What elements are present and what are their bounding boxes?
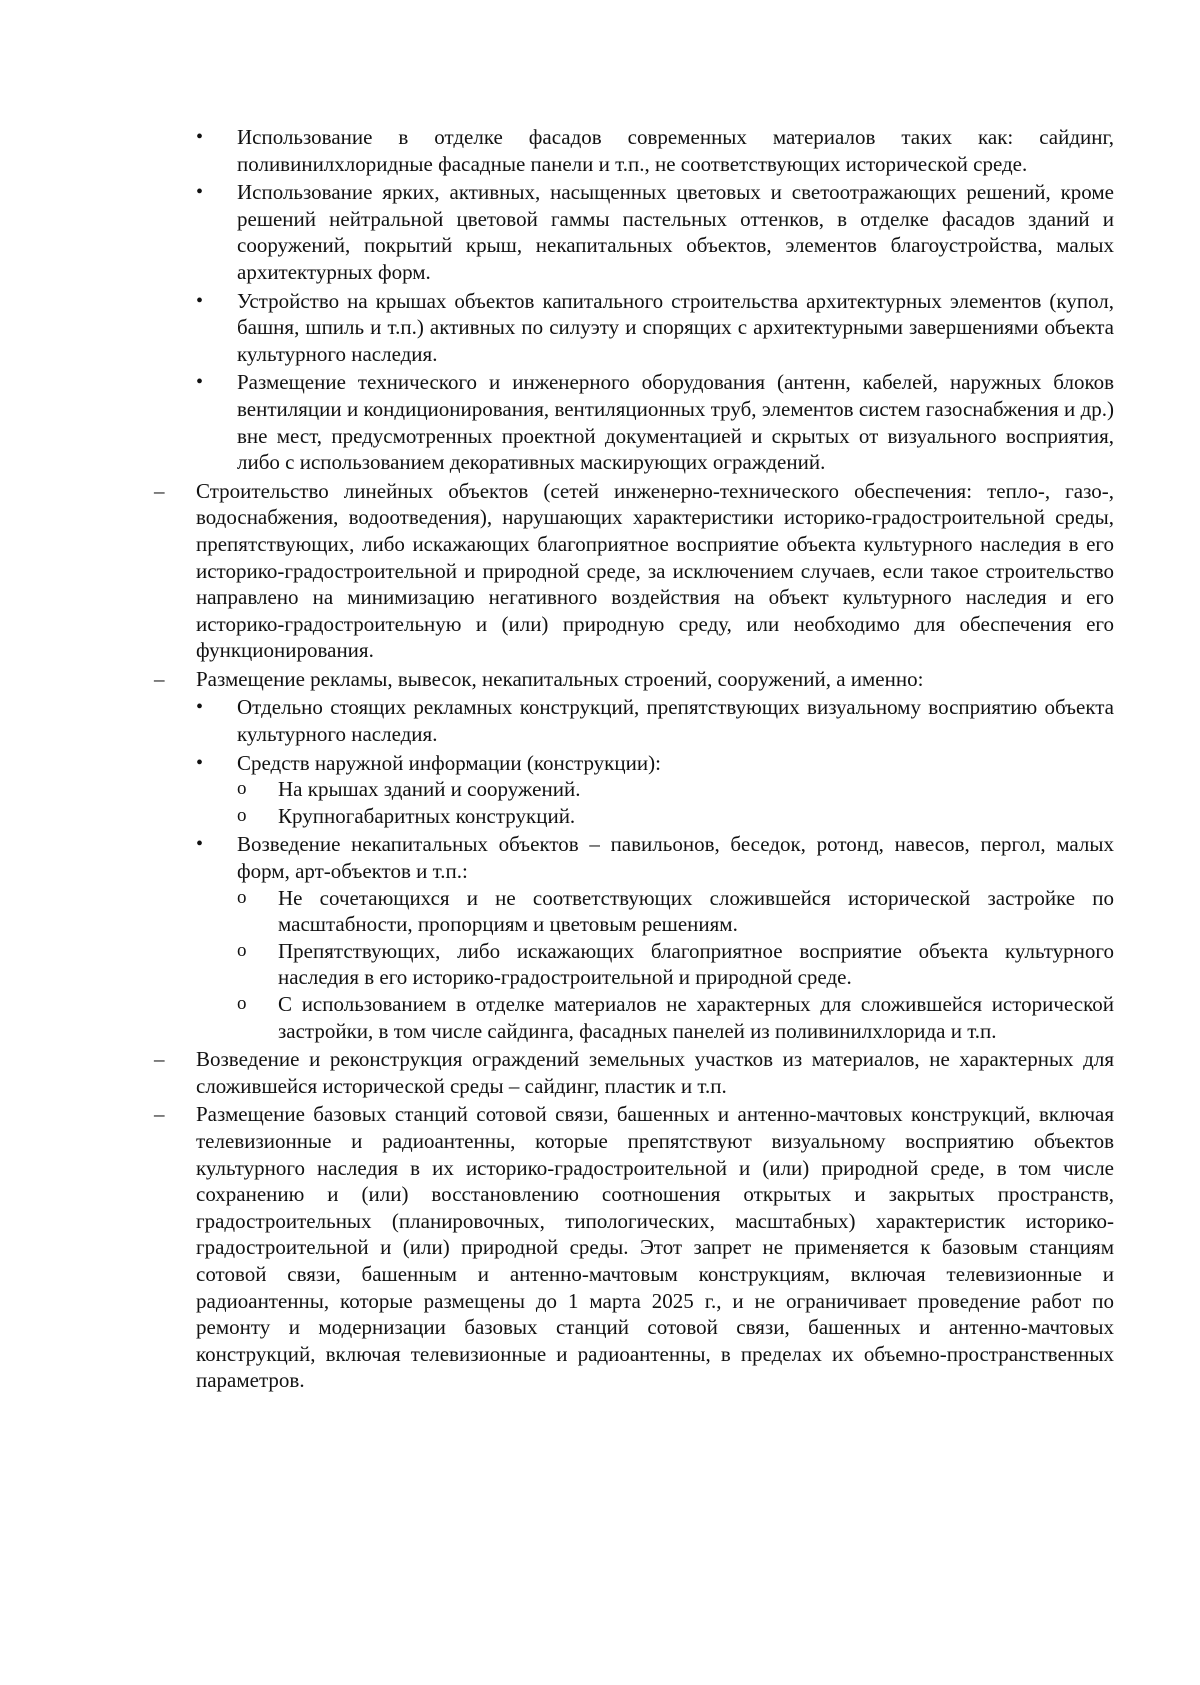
bullet-marker: • xyxy=(196,181,204,204)
bullet-marker: • xyxy=(196,833,204,856)
list-item-text: Крупногабаритных конструкций. xyxy=(278,803,576,828)
list-item xyxy=(154,478,1114,664)
list-item-text: На крышах зданий и сооружений. xyxy=(278,777,581,802)
dash-marker: – xyxy=(154,1102,165,1127)
list-item-text: Размещение базовых станций сотовой связи, башенных и антенно-мачтовых конструкций, включая телевизионные и радиоантенны, которые препятствуют визуальному восприятию объектов культурного наследия в их историко-градостроительной и (или) природной среде, в том числе сохранению и (или) восстановлению соотношения открытых и закрытых пространств, градостроительных (планировочных, типологических, масштабных) характеристик историко-градостроительной и (или) природной среды. Этот запрет не применяется к базовым станциям сотовой связи, башенным и антенно-мачтовым конструкциям, включая телевизионные и радиоантенны, которые размещены до 1 марта 2025 г., и не ограничивает проведение работ по ремонту и модернизации базовых станций сотовой связи, башенных и антенно-мачтовых конструкций, включая телевизионные и радиоантенны, в пределах их объемно-пространственных параметров. xyxy=(196,1102,1114,1393)
list-item-text: Использование ярких, активных, насыщенных цветовых и светоотражающих решений, кроме решений нейтральной цветовой гаммы пастельных оттенков, в отделке фасадов зданий и сооружений, покрытий крыш, некапитальных объектов, элементов благоустройства, малых архитектурных форм. xyxy=(237,180,1114,284)
list-item xyxy=(154,1101,1114,1394)
list-item xyxy=(237,803,1114,830)
bullet-marker: • xyxy=(196,696,204,719)
bullet-marker: • xyxy=(196,371,204,394)
list-item xyxy=(196,288,1114,368)
bullet-marker: • xyxy=(196,126,204,148)
circle-marker: o xyxy=(237,804,247,826)
list-item xyxy=(237,991,1114,1044)
list-item xyxy=(237,776,1114,803)
circle-marker: o xyxy=(237,778,247,800)
bullet-marker: • xyxy=(196,289,204,312)
list-item-text: Не сочетающихся и не соответствующих сложившейся исторической застройке по масштабности, пропорциям и цветовым решениям. xyxy=(278,885,1114,937)
list-item xyxy=(196,179,1114,285)
list-item-text: Размещение рекламы, вывесок, некапитальных строений, сооружений, а именно: xyxy=(196,666,924,691)
list-item xyxy=(237,885,1114,938)
list-item-text: Устройство на крышах объектов капитального строительства архитектурных элементов (купол, башня, шпиль и т.п.) активных по силуэту и спорящих с архитектурными завершениями объекта культурного наследия. xyxy=(237,288,1114,366)
restrictions-list xyxy=(154,124,1114,1394)
list-item-text: Средств наружной информации (конструкции): xyxy=(237,750,661,775)
dash-marker: – xyxy=(154,478,165,503)
list-item-text: Возведение некапитальных объектов – павильонов, беседок, ротонд, навесов, пергол, малых форм, арт-объектов и т.п.: xyxy=(237,832,1114,884)
circle-marker: o xyxy=(237,939,247,961)
dash-marker: – xyxy=(154,1047,165,1072)
list-item-text: Строительство линейных объектов (сетей инженерно-технического обеспечения: тепло-, газо-, водоснабжения, водоотведения), нарушающих характеристики историко-градостроительной среды, препятствующих, либо искажающих благоприятное восприятие объекта культурного наследия в его историко-градостроительной и природной среде, за исключением случаев, если такое строительство направлено на минимизацию негативного воздействия на объект культурного наследия и его историко-градостроительную и (или) природную среду, или необходимо для обеспечения его функционирования. xyxy=(196,478,1114,663)
list-item xyxy=(196,124,1114,177)
list-item xyxy=(196,369,1114,475)
circle-marker: o xyxy=(237,993,247,1014)
list-item xyxy=(237,938,1114,991)
list-item-text: Использование в отделке фасадов современных материалов таких как: сайдинг, поливинилхлоридные фасадные панели и т.п., не соответствующих исторической среде. xyxy=(237,125,1114,176)
list-item-text: Препятствующих, либо искажающих благоприятное восприятие объекта культурного наследия в его историко-градостроительной и природной среде. xyxy=(278,938,1114,990)
list-item-text: Размещение технического и инженерного оборудования (антенн, кабелей, наружных блоков вентиляции и кондиционирования, вентиляционных труб, элементов систем газоснабжения и др.) вне мест, предусмотренных проектной документацией и скрытых от визуального восприятия, либо с использованием декоративных маскирующих ограждений. xyxy=(237,370,1114,475)
list-item xyxy=(196,694,1114,747)
dash-marker: – xyxy=(154,666,165,691)
list-item xyxy=(196,831,1114,884)
list-item-text: Возведение и реконструкция ограждений земельных участков из материалов, не характерных для сложившейся исторической среды – сайдинг, пластик и т.п. xyxy=(196,1047,1114,1098)
list-item xyxy=(154,1046,1114,1099)
list-item-text: Отдельно стоящих рекламных конструкций, препятствующих визуальному восприятию объекта культурного наследия. xyxy=(237,695,1114,747)
list-item-text: С использованием в отделке материалов не характерных для сложившейся исторической застройки, в том числе сайдинга, фасадных панелей из поливинилхлорида и т.п. xyxy=(278,992,1114,1043)
list-item xyxy=(154,666,1114,693)
list-item xyxy=(196,750,1114,777)
bullet-marker: • xyxy=(196,751,204,774)
circle-marker: o xyxy=(237,886,247,908)
